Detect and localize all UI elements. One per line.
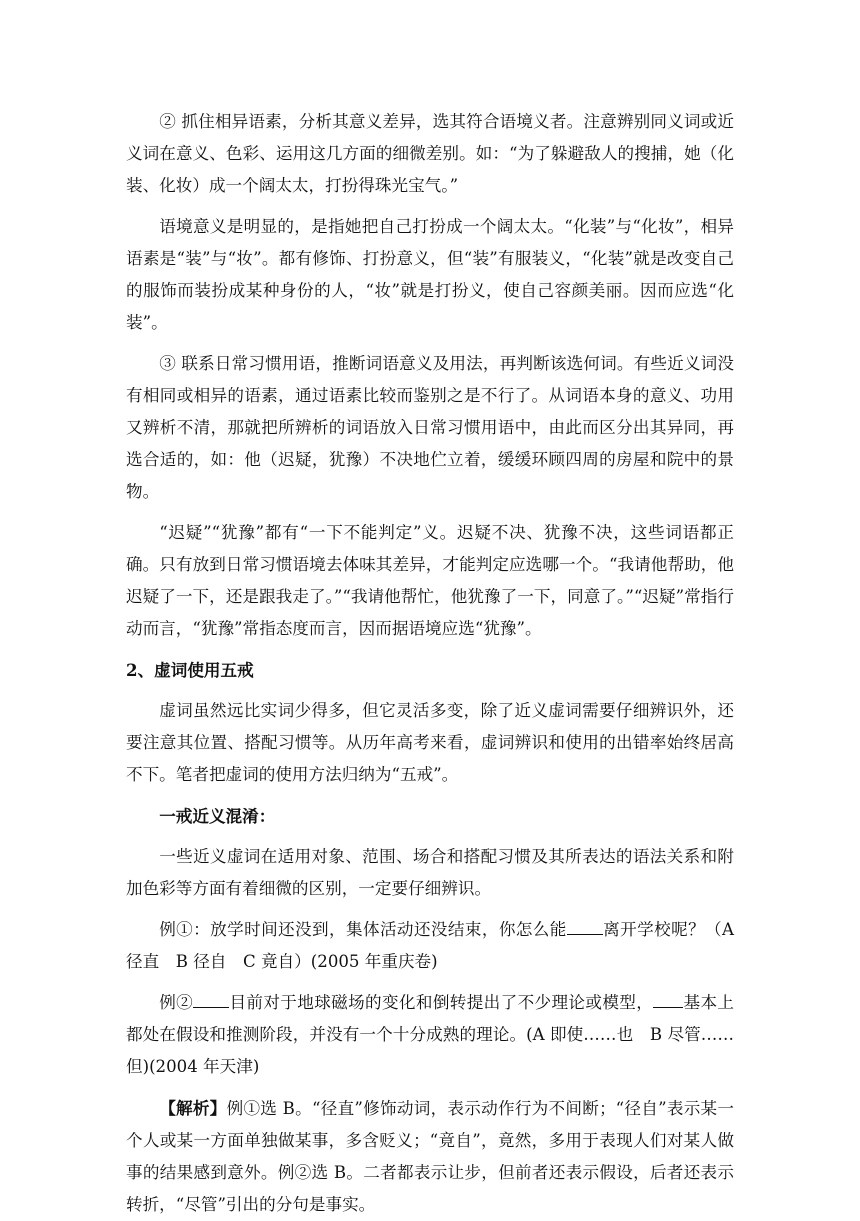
paragraph-hesitate-explanation: “迟疑”“犹豫”都有“一下不能判定”义。迟疑不决、犹豫不决，这些词语都正确。只有放到日常习惯语境去体味其差异，才能判定应选哪一个。“我请他帮助，他迟疑了一下，还是跟我走了。”“我请他帮忙，他犹豫了一下，同意了。”“迟疑”常指行动而言，“犹豫”常指态度而言，因而据语境应选“犹豫”。 <box>126 523 734 638</box>
example-2-stem: 目前对于地球磁场的变化和倒转提出了不少理论或模型， <box>229 993 654 1012</box>
blank-line <box>567 920 603 935</box>
analysis-text: 例①选 B。“径直”修饰动词，表示动作行为不间断；“径自”表示某一个人或某一方面单独做某事，多含贬义；“竟自”，竟然，多用于表现人们对某人做事的结果感到意外。例②选 B。二者都表示让步，但前者还表示假设，后者还表示转折，“尽管”引出的分句是事实。 <box>126 1099 734 1214</box>
blank-line <box>653 993 683 1008</box>
paragraph-function-words-intro: 虚词虽然远比实词少得多，但它灵活多变，除了近义虚词需要仔细辨识外，还要注意其位置、搭配习惯等。从历年高考来看，虚词辨识和使用的出错率始终居高不下。笔者把虚词的使用方法归纳为“五戒”。 <box>126 701 734 784</box>
document-body <box>126 106 734 1221</box>
example-2-options: 基本上都处在假设和推测阶段，并没有一个十分成熟的理论。(A 即使……也 B 尽管……但)(2004 年天津) <box>126 993 735 1076</box>
blank-line <box>193 993 229 1008</box>
example-2 <box>126 987 734 1083</box>
example-1 <box>126 914 734 978</box>
example-2-label: 例② <box>159 993 194 1012</box>
section-heading: 2、虚词使用五戒 <box>126 660 254 680</box>
analysis-label: 【解析】 <box>159 1098 227 1118</box>
analysis-paragraph <box>126 1092 734 1221</box>
subsection-heading: 一戒近义混淆： <box>159 806 276 826</box>
paragraph-near-synonyms: 一些近义虚词在适用对象、范围、场合和搭配习惯及其所表达的语法关系和附加色彩等方面有着细微的区别，一定要仔细辨识。 <box>126 847 734 898</box>
example-1-options: 离开学校呢？（A 径直 B 径自 C 竟自）(2005 年重庆卷) <box>126 920 735 971</box>
paragraph-context-explanation: 语境意义是明显的，是指她把自己打扮成一个阔太太。“化装”与“化妆”，相异语素是“装”与“妆”。都有修饰、打扮意义，但“装”有服装义，“化装”就是改变自己的服饰而装扮成某种身份的人，“妆”就是打扮义，使自己容颜美丽。因而应选“化装”。 <box>126 217 734 332</box>
paragraph-point-3: ③ 联系日常习惯用语，推断词语意义及用法，再判断该选何词。有些近义词没有相同或相异的语素，通过语素比较而鉴别之是不行了。从词语本身的意义、功用又辨析不清，那就把所辨析的词语放入日常习惯用语中，由此而区分出其异同，再选合适的，如：他（迟疑，犹豫）不决地伫立着，缓缓环顾四周的房屋和院中的景物。 <box>126 354 734 501</box>
paragraph-point-2: ② 抓住相异语素，分析其意义差异，选其符合语境义者。注意辨别同义词或近义词在意义、色彩、运用这几方面的细微差别。如：“为了躲避敌人的搜捕，她（化装、化妆）成一个阔太太，打扮得珠光宝气。” <box>126 112 734 195</box>
example-1-stem: 例①：放学时间还没到，集体活动还没结束，你怎么能 <box>159 920 567 939</box>
